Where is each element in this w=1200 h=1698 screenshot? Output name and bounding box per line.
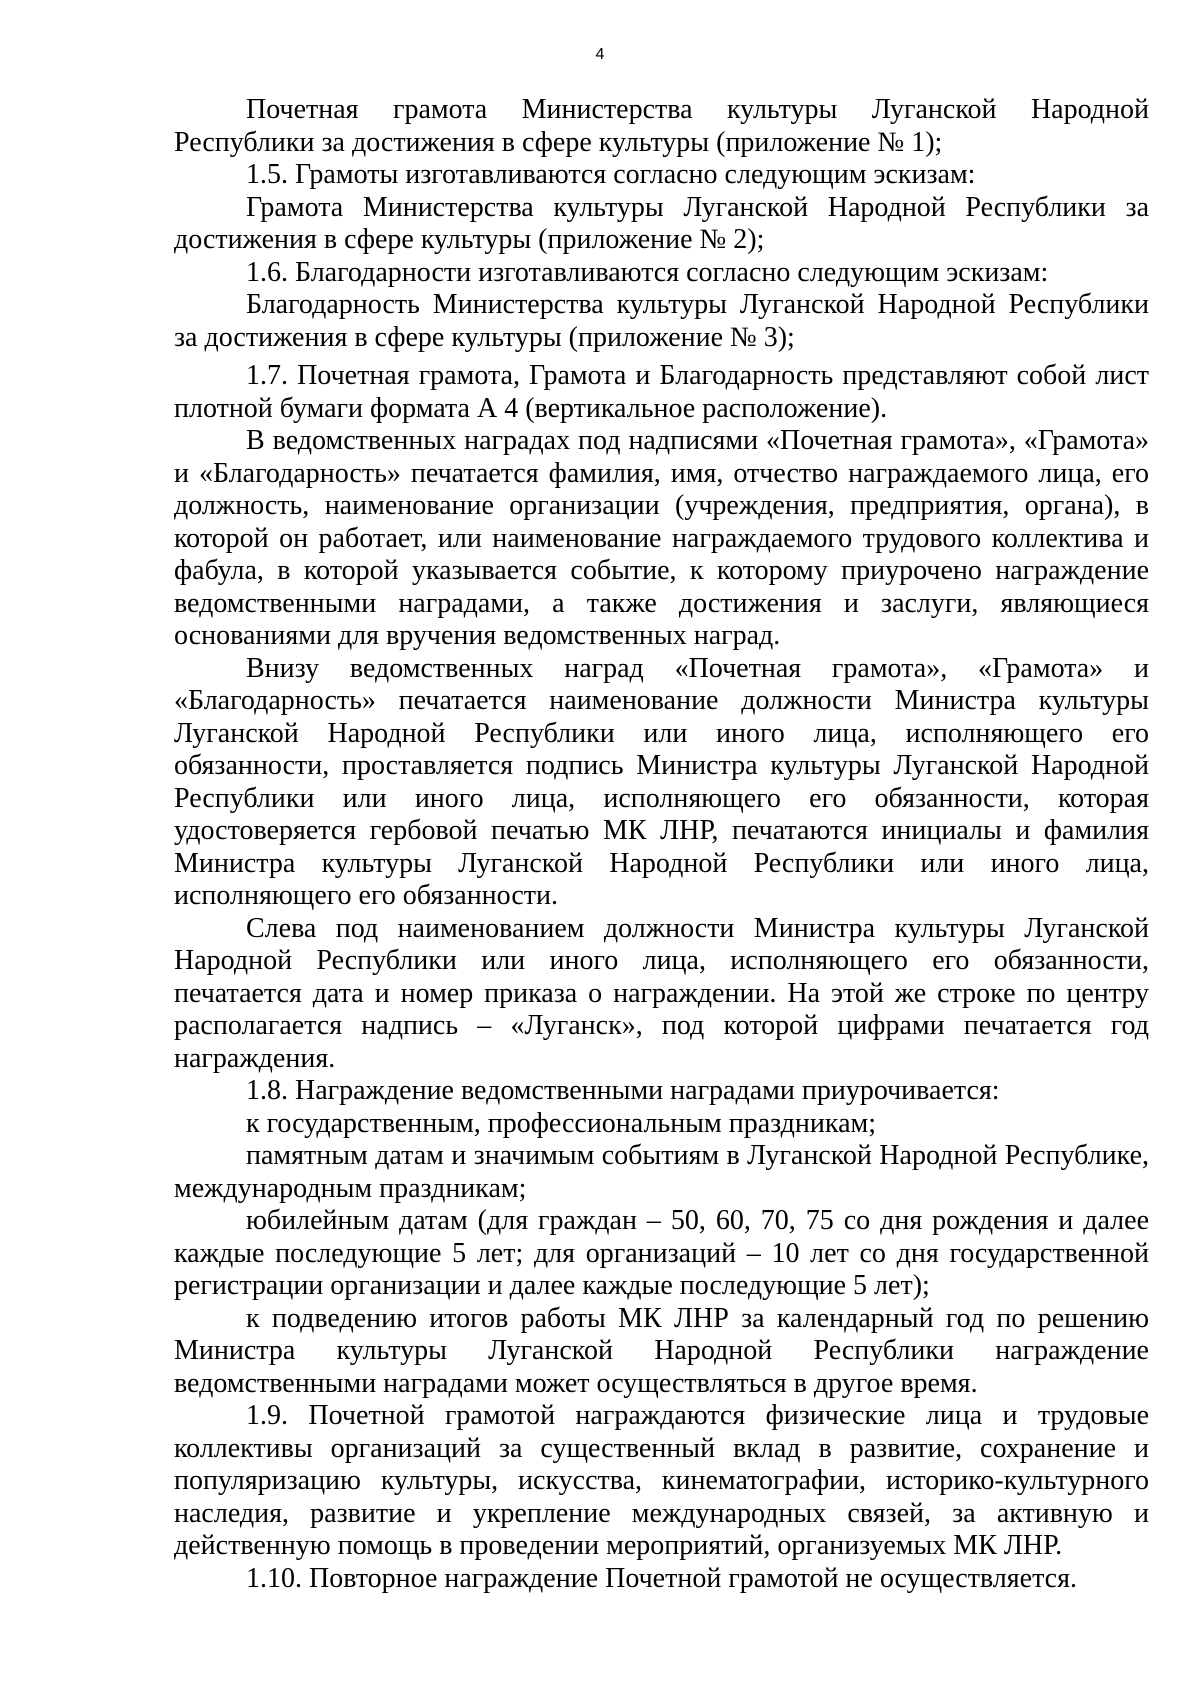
- paragraph-award-text: В ведомственных наградах под надписями «Почетная грамота», «Грамота» и «Благодарность» печатается фамилия, имя, отчество награждаемого лица, его должность, наименование организации (учреждения, предприятия, органа), в которой он работает, или наименование награждаемого трудового коллектива и фабула, в которой указывается событие, к которому приурочено награждение ведомственными наградами, а также достижения и заслуги, являющиеся основаниями для вручения ведомственных наград.: [174, 425, 1149, 651]
- paragraph-award-left: Слева под наименованием должности Министра культуры Луганской Народной Республики или иного лица, исполняющего его обязанности, печатается дата и номер приказа о награждении. На этой же строке по центру располагается надпись – «Луганск», под которой цифрами печатается год награждения.: [174, 912, 1149, 1074]
- paragraph-1-9: 1.9. Почетной грамотой награждаются физические лица и трудовые коллективы организаций за существенный вклад в развитие, сохранение и популяризацию культуры, искусства, кинематографии, историко-культурного наследия, развитие и укрепление международных связей, за активную и действенную помощь в проведении мероприятий, организуемых МК ЛНР.: [174, 1400, 1149, 1561]
- paragraph-1-5: 1.5. Грамоты изготавливаются согласно следующим эскизам:: [246, 159, 976, 190]
- paragraph-anniversaries: юбилейным датам (для граждан – 50, 60, 70, 75 со дня рождения и далее каждые последующие 5 лет; для организаций – 10 лет со дня государственной регистрации организации и далее каждые последующие 5 лет);: [174, 1205, 1149, 1301]
- paragraph-1-6: 1.6. Благодарности изготавливаются согласно следующим эскизам:: [246, 256, 1049, 288]
- paragraph-1-7: 1.7. Почетная грамота, Грамота и Благодарность представляют собой лист плотной бумаги формата А 4 (вертикальное расположение).: [174, 360, 1149, 424]
- paragraph-gratitude: Благодарность Министерства культуры Луганской Народной Республики за достижения в сфере культуры (приложение № 3);: [174, 289, 1149, 353]
- paragraph-1-8: 1.8. Награждение ведомственными наградами приурочивается:: [246, 1075, 1000, 1106]
- paragraph-certificate: Грамота Министерства культуры Луганской Народной Республики за достижения в сфере культуры (приложение № 2);: [174, 191, 1149, 255]
- document-body: [174, 94, 1149, 1595]
- paragraph-holidays: к государственным, профессиональным праздникам;: [246, 1107, 876, 1139]
- page-number: 4: [595, 46, 605, 63]
- paragraph-1-10: 1.10. Повторное награждение Почетной грамотой не осуществляется.: [246, 1562, 1077, 1594]
- paragraph-award-bottom: Внизу ведомственных наград «Почетная грамота», «Грамота» и «Благодарность» печатается наименование должности Министра культуры Луганской Народной Республики или иного лица, исполняющего его обязанности, проставляется подпись Министра культуры Луганской Народной Республики или иного лица, исполняющего его обязанности, которая удостоверяется гербовой печатью МК ЛНР, печатаются инициалы и фамилия Министра культуры Луганской Народной Республики или иного лица, исполняющего его обязанности.: [174, 652, 1149, 911]
- paragraph-memorable-dates: памятным датам и значимым событиям в Луганской Народной Республике, международным праздникам;: [174, 1140, 1149, 1204]
- paragraph-year-results: к подведению итогов работы МК ЛНР за календарный год по решению Министра культуры Луганской Народной Республики награждение ведомственными наградами может осуществляться в другое время.: [174, 1302, 1149, 1399]
- paragraph-honorary-certificate: Почетная грамота Министерства культуры Луганской Народной Республики за достижения в сфере культуры (приложение № 1);: [174, 94, 1149, 158]
